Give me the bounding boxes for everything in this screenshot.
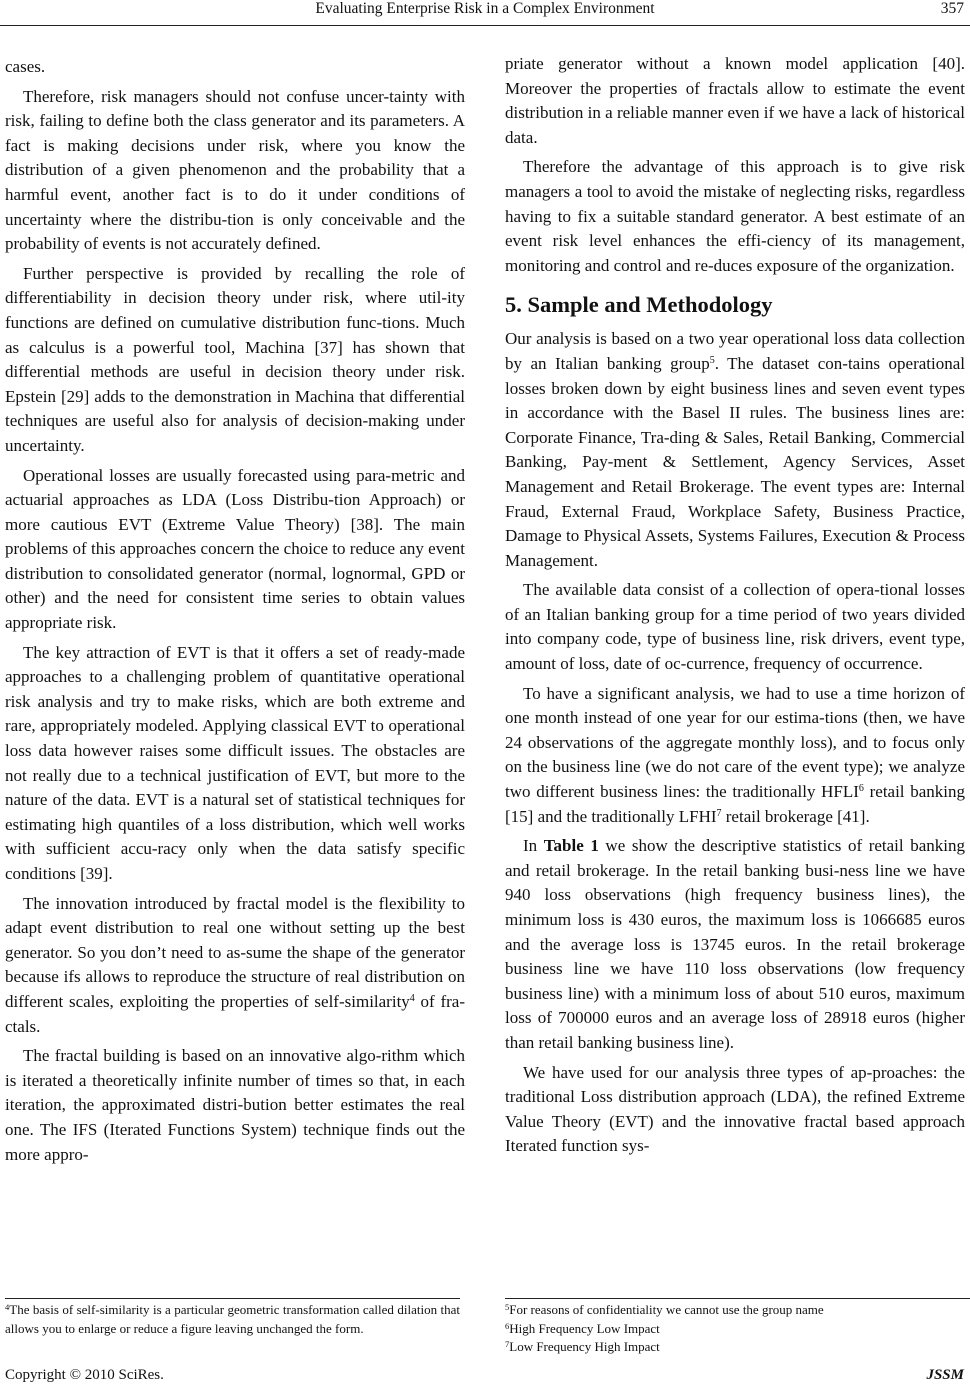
right-column [505,52,965,1159]
paragraph-text: retail brokerage [41]. [721,806,870,826]
paragraph: Therefore the advantage of this approach is to give risk managers a tool to avoid the mistake of neglecting risks, regardless having to fix a suitable standard generator. A best estimate of an event risk level enhances the effi-ciency of its management, monitoring and control and re-duces exposure of the organization. [505,157,965,275]
footnote-text: The basis of self-similarity is a particular geometric transformation called dilation that allows you to enlarge or reduce a figure leaving unchanged the form. [5,1302,460,1336]
footnote-rule-right [505,1298,970,1299]
footnote-6 [505,1320,965,1339]
footnote-number: 5 [505,1302,510,1312]
footnote-left [5,1301,460,1338]
paragraph [505,834,965,1055]
paragraph-text: of fra-ctals. [5,991,465,1036]
footnotes-right [505,1301,965,1357]
copyright-notice: Copyright © 2010 SciRes. [5,1367,164,1383]
footnote-rule-left [5,1298,460,1299]
running-header [0,0,970,26]
footnote-number: 7 [505,1339,510,1349]
footnote-number: 6 [505,1320,510,1331]
paragraph [505,682,965,830]
footnote-number: 4 [5,1302,10,1312]
paragraph-text: In [523,836,544,856]
footnote-text: For reasons of confidentiality we cannot use the group name [509,1302,824,1317]
paragraph: The key attraction of EVT is that it offers a set of ready-made approaches to a challenging problem of quantitative operational risk analysis and try to make risks, which are both extreme and rare, appropriately modeled. Applying classical EVT to operational loss data however raises some difficult issues. The obstacles are not really due to a technical justification of EVT, but more to the nature of the data. EVT is a natural set of statistical techniques for estimating high quantiles of a loss distribution, which well works with sufficient accu-racy only when the data satisfy specific conditions [39]. [5,642,465,883]
paragraph-text: The innovation introduced by fractal model is the flexibility to adapt event distribution to real one without setting up the best generator. So you don’t need to as-sume the shape of the generator because ifs allows to reproduce the structure of real distribution on different scales, exploiting the properties of self-similarity [5,893,465,1011]
paragraph: priate generator without a known model application [40]. Moreover the properties of fractals allow to estimate the event distribution in a reliable manner even if we have a lack of historical data. [505,54,965,147]
running-title: Evaluating Enterprise Risk in a Complex Environment [315,0,655,17]
footnote-text: Low Frequency High Impact [509,1339,660,1354]
table-reference: Table 1 [543,836,599,856]
paragraph: The fractal building is based on an innovative algo-rithm which is iterated a theoretically infinite number of times so that, in each iteration, the approximated distri-bution better estimates the real one. The IFS (Iterated Functions System) technique finds out the more appro- [5,1046,465,1164]
journal-abbreviation: JSSM [926,1367,964,1383]
footnote-marker: 4 [409,992,415,1004]
paragraph: Further perspective is provided by recalling the role of differentiability in decision theory under risk, where util-ity functions are defined on cumulative distribution func-tions. Much as calculus is a powerful tool, Machina [37] has shown that differential methods are useful in decision theory under risk. Epstein [29] adds to the demonstration in Machina that differential techniques are useful also for analysis of decision-making under uncertainty. [5,263,465,455]
paragraph-text: Our analysis is based on a two year operational loss data collection by an Italian banking group [505,329,965,373]
paragraph [5,892,465,1040]
footnote-7 [505,1338,965,1357]
footnote-marker: 6 [858,783,864,795]
header-rule [0,25,970,26]
footnote-marker: 5 [709,354,715,366]
paragraph-text: we show the descriptive statistics of retail banking and retail brokerage. In the retail banking busi-ness line we have 940 loss observations (high frequency business lines), the minimum loss is 430 euros, the maximum loss is 1066685 euros and the average loss is 13745 euros. In the retail brokerage business line we have 110 loss observations (low frequency business line) with a minimum loss of about 510 euros, maximum loss of 700000 euros and an average loss of 28918 euros (higher than retail banking business line). [505,836,965,1052]
footnote-marker: 7 [716,807,722,819]
paragraph-text: . The dataset con-tains operational losses broken down by eight business lines and seven event types in accordance with the Basel II rules. The business lines are: Corporate Finance, Tra-ding & Sales, Retail Banking, Commercial Banking, Pay-ment & Settlement, Agency Services, Asset Management and Retail Brokerage. The event types are: Internal Fraud, External Fraud, Workplace Safety, Business Practice, Damage to Physical Assets, Systems Failures, Execution & Process Management. [505,353,965,570]
section-heading: 5. Sample and Methodology [505,292,773,318]
paragraph: The available data consist of a collection of opera-tional losses of an Italian banking group for a time period of two years divided into company code, type of business line, risk drivers, event type, amount of loss, date of oc-currence, frequency of occurrence. [505,580,965,674]
paragraph-text: To have a significant analysis, we had to use a time horizon of one month instead of one year for our estima-tions (then, we have 24 observations of the aggregate monthly loss), and to focus only on the business line (we do not care of the event type); we analyze two different business lines: the traditionally HFLI [505,683,965,802]
footnote-text: High Frequency Low Impact [509,1320,660,1336]
paragraph: Therefore, risk managers should not confuse uncer-tainty with risk, failing to define both the class generator and its parameters. A fact is making decisions under risk, where you know the distribution of a given phenomenon and the probability that a harmful event, another fact is to do it under conditions of uncertainty where the distribu-tion is only conceivable and the probability of events is not accurately defined. [5,86,465,254]
paragraph: Operational losses are usually forecasted using para-metric and actuarial approaches as LDA (Loss Distribu-tion Approach) or more cautious EVT (Extreme Value Theory) [38]. The main problems of this approaches concern the choice to reduce any event distribution to consolidated generator (normal, lognormal, GPD or other) and the need for consistent time series to obtain values appropriate risk. [5,465,465,633]
left-column [5,55,465,1167]
paragraph-text: retail banking [15] and the traditionally LFHI [505,782,965,826]
footnote-5 [505,1301,965,1320]
page-number: 357 [940,0,964,17]
paragraph: We have used for our analysis three types of ap-proaches: the traditional Loss distribution approach (LDA), the refined Extreme Value Theory (EVT) and the innovative fractal based approach Iterated function sys- [505,1062,965,1156]
paragraph: cases. [5,57,46,76]
paragraph [505,327,965,573]
